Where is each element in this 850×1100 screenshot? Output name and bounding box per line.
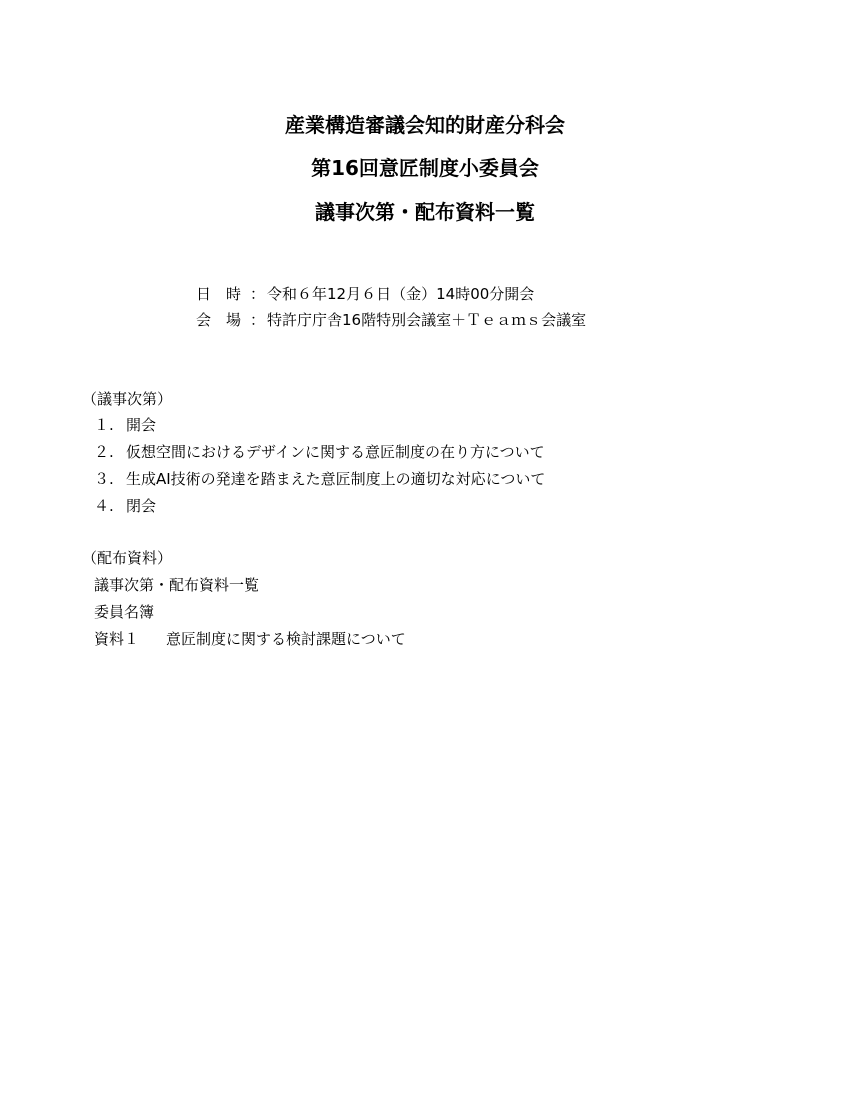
agenda-item-text: 閉会 bbox=[126, 497, 157, 515]
agenda-item-number: ２. bbox=[94, 443, 114, 461]
document-title: 議事次第・配布資料一覧 bbox=[315, 200, 535, 224]
materials-heading: （配布資料） bbox=[82, 549, 173, 567]
committee-title: 第16回意匠制度小委員会 bbox=[311, 156, 539, 180]
agenda-heading: （議事次第） bbox=[82, 390, 173, 408]
venue-label: 会 場 bbox=[196, 311, 242, 329]
venue-row bbox=[196, 310, 586, 330]
agenda-item-text: 開会 bbox=[126, 416, 157, 434]
material-item-text: 議事次第・配布資料一覧 bbox=[94, 576, 260, 594]
venue-value: 特許庁庁舎16階特別会議室＋Ｔｅａｍｓ会議室 bbox=[267, 311, 587, 329]
venue-separator: ： bbox=[250, 311, 266, 329]
agenda-item bbox=[94, 469, 545, 496]
agenda-item bbox=[94, 496, 545, 523]
agenda-item-number: ３. bbox=[94, 470, 114, 488]
materials-list bbox=[94, 575, 406, 656]
date-value: 令和６年12月６日（金）14時00分開会 bbox=[267, 285, 535, 303]
material-item-text: 意匠制度に関する検討課題について bbox=[166, 630, 406, 648]
date-row bbox=[196, 284, 534, 304]
material-item bbox=[94, 629, 406, 656]
agenda-item-text: 生成AI技術の発達を踏まえた意匠制度上の適切な対応について bbox=[126, 470, 546, 488]
material-item-text: 委員名簿 bbox=[94, 603, 155, 621]
council-title: 産業構造審議会知的財産分科会 bbox=[285, 113, 565, 137]
agenda-list bbox=[94, 415, 545, 523]
material-item bbox=[94, 602, 406, 629]
agenda-item bbox=[94, 442, 545, 469]
agenda-item bbox=[94, 415, 545, 442]
date-label: 日 時 bbox=[196, 285, 242, 303]
agenda-item-text: 仮想空間におけるデザインに関する意匠制度の在り方について bbox=[126, 443, 545, 461]
material-item bbox=[94, 575, 406, 602]
agenda-item-number: ４. bbox=[94, 497, 114, 515]
material-item-ref: 資料１ bbox=[94, 630, 140, 648]
agenda-item-number: １. bbox=[94, 416, 114, 434]
date-separator: ： bbox=[250, 285, 266, 303]
